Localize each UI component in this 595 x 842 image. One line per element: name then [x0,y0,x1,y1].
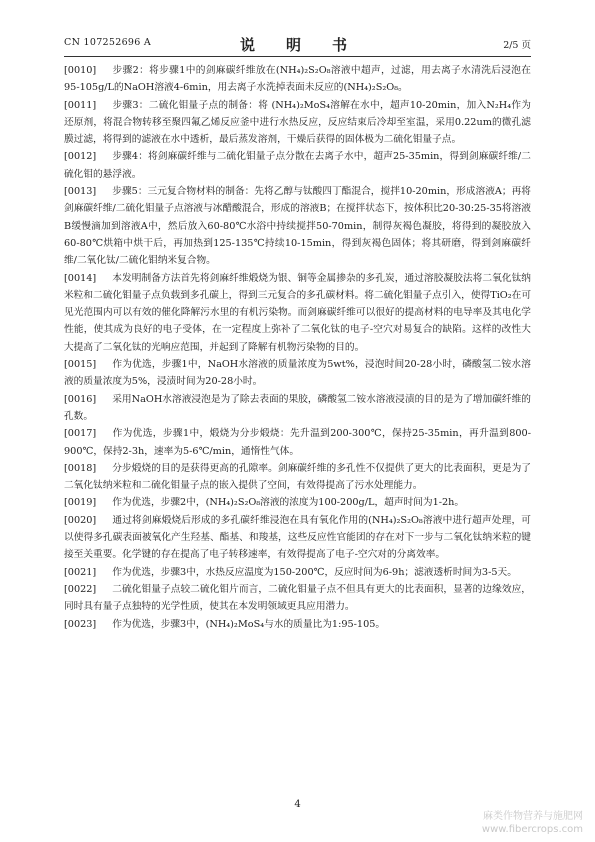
paragraph-number: [0014] [64,272,97,284]
paragraph-text: 步骤4：将剑麻碳纤维与二硫化钼量子点分散在去离子水中，超声25-35min，得到剑麻碳纤维/二硫化钼的悬浮液。 [64,151,531,180]
paragraph-text: 步骤3：二硫化钼量子点的制备：将 (NH₄)₂MoS₄溶解在水中，超声10-20min，加入N₂H₄作为还原剂，将混合物转移至聚四氟乙烯反应釜中进行水热反应，反应结束后冷却至室温，采用0.22um的微孔滤膜过滤，将得到的滤液在水中透析，最后蒸发溶剂，干燥后获得的固体极为二硫化钼量子点。 [64,99,531,146]
paragraph-0017 [64,425,531,460]
paragraph-number: [0022] [64,583,97,595]
paragraph-text: 作为优选，步骤1中，煅烧为分步煅烧：先升温到200-300℃，保持25-35min，再升温到800-900℃，保持2-3h，速率为5-6℃/min，通惰性气体。 [64,428,531,457]
header-divider [64,56,531,57]
paragraph-0015 [64,356,531,391]
paragraph-text: 采用NaOH水溶液浸泡是为了除去表面的果胶，磷酸氢二铵水溶液浸渍的目的是为了增加碳纤维的孔数。 [64,393,531,422]
paragraph-0022 [64,581,531,616]
paragraph-number: [0021] [64,566,97,578]
paragraph-text: 作为优选，步骤2中，(NH₄)₂S₂O₈溶液的浓度为100-200g/L，超声时间为1-2h。 [112,497,465,509]
paragraph-0023 [64,616,531,633]
page-info: 2/5 页 [503,40,531,51]
paragraph-text: 步骤5：三元复合物材料的制备：先将乙醇与钛酸四丁酯混合，搅拌10-20min，形成溶液A；再将剑麻碳纤维/二硫化钼量子点溶液与冰醋酸混合，形成的溶液B；在搅拌状态下，按体积比20-30:25-35将溶液B缓慢滴加到溶液A中，然后放入60-80℃水浴中持续搅拌50-70min，制得灰褐色凝胶，将得到的凝胶放入60-80℃烘箱中烘干后，再加热到125-135℃持续10-15min，得到灰褐色固体；将其研磨，得到剑麻碳纤维/二氧化钛/二硫化钼纳米复合物。 [64,186,531,267]
paragraph-text: 二硫化钼量子点较二硫化钼片而言，二硫化钼量子点不但具有更大的比表面积，显著的边缘效应，同时具有量子点独特的光学性质，使其在本发明领域更具应用潜力。 [64,583,531,613]
paragraph-0021 [64,564,531,581]
watermark-site-name: 麻类作物营养与施肥网 [483,811,583,822]
paragraph-number: [0013] [64,186,97,198]
paragraph-text: 通过将剑麻煅烧后形成的多孔碳纤维浸泡在具有氧化作用的(NH₄)₂S₂O₈溶液中进行超声处理，可以使得多孔碳表面被氧化产生羟基、酯基、和羧基，这些反应性官能团的存在对下一步与二氧化钛纳米粒的键接至关重要。化学键的存在提高了电子转移速率，有效得提高了电子-空穴对的分离效率。 [64,514,531,561]
paragraph-0012 [64,148,531,183]
paragraph-text: 本发明制备方法首先将剑麻纤维煅烧为银、铜等金属掺杂的多孔炭，通过溶胶凝胶法将二氧化钛纳米粒和二硫化钼量子点负载到多孔碳上，得到三元复合的多孔碳材料。将二硫化钼量子点引入，使得TiO₂在可见光范围内可以有效的催化降解污水里的有机污染物。而剑麻碳纤维可以很好的提高材料的电导率及其电化学性能，使其成为良好的电子受体，在一定程度上弥补了二氧化钛的电子-空穴对易复合的缺陷。这样的改性大大提高了二氧化钛的光响应范围，并起到了降解有机物污染物的目的。 [64,272,532,353]
document-title: 说 明 书 [239,36,355,54]
paragraph-0014 [64,270,531,356]
paragraph-text: 步骤2：将步骤1中的剑麻碳纤维放在(NH₄)₂S₂O₈溶液中超声，过滤，用去离子水清洗后浸泡在95-105g/L的NaOH溶液4-6min，用去离子水洗掉表面未反应的(NH₄)₂S₂O₈。 [64,65,531,94]
paragraph-text: 分步煅烧的目的是获得更高的孔隙率。剑麻碳纤维的多孔性不仅提供了更大的比表面积，更是为了二氧化钛纳米粒和二硫化钼量子点的嵌入提供了空间，有效得提高了污水处理能力。 [64,462,531,492]
paragraph-0010 [64,62,531,97]
paragraph-number: [0011] [64,99,97,111]
paragraph-0020 [64,512,531,564]
paragraph-0016 [64,391,531,426]
paragraph-number: [0017] [64,428,97,440]
paragraph-0018 [64,460,531,495]
paragraph-number: [0010] [64,65,97,76]
paragraph-number: [0023] [64,618,97,630]
watermark [482,810,583,836]
paragraph-0013 [64,183,531,269]
paragraph-number: [0015] [64,359,97,371]
page-header [64,34,531,54]
document-body [64,62,531,633]
patent-number: CN 107252696 A [64,37,152,48]
page-number: 4 [294,799,301,810]
paragraph-text: 作为优选，步骤3中，水热反应温度为150-200℃，反应时间为6-9h；滤液透析时间为3-5天。 [112,566,517,578]
paragraph-text: 作为优选，步骤3中，(NH₄)₂MoS₄与水的质量比为1:95-105。 [112,618,386,630]
paragraph-number: [0016] [64,393,97,405]
paragraph-text: 作为优选，步骤1中，NaOH水溶液的质量浓度为5wt%，浸泡时间20-28小时，磷酸氢二铵水溶液的质量浓度为5%，浸渍时间为20-28小时。 [64,359,531,388]
paragraph-0019 [64,494,531,511]
paragraph-number: [0019] [64,497,97,509]
paragraph-number: [0018] [64,462,97,474]
paragraph-0011 [64,97,531,149]
watermark-url: www.fibercrops.com [481,824,583,835]
paragraph-number: [0012] [64,151,97,163]
paragraph-number: [0020] [64,514,97,526]
